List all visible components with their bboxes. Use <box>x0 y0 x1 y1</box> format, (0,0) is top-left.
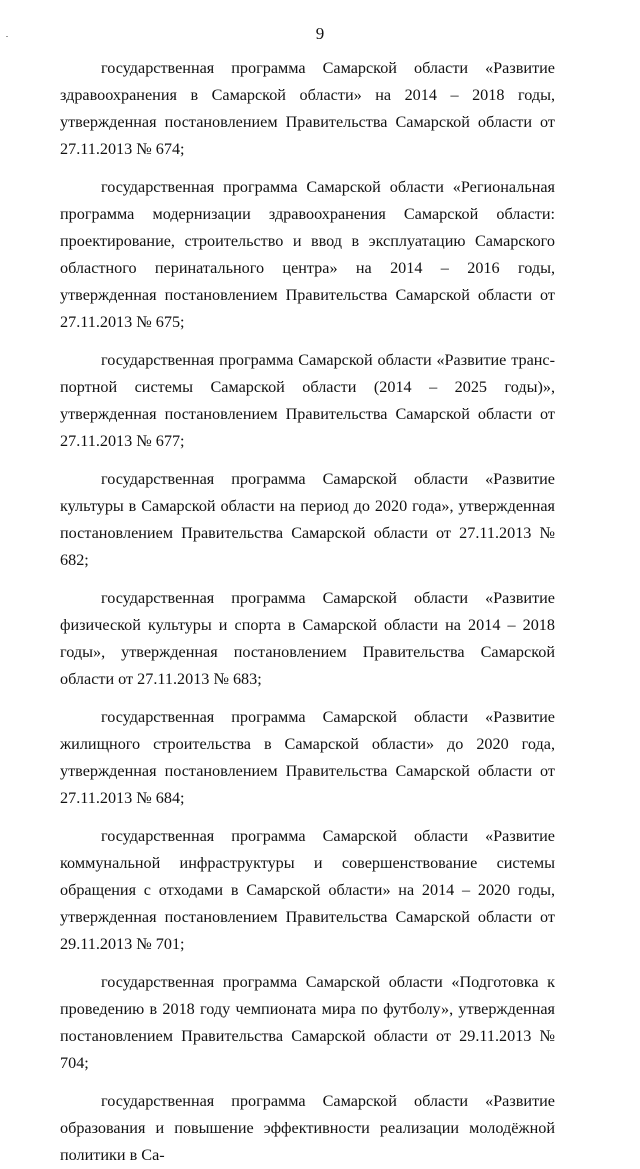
page-number: 9 <box>315 24 325 43</box>
paragraph-program-682: государственная программа Самарской области «Развитие культуры в Самарской области на период до 2020 года», утвержденная постановлением Правительства Самарской области от 27.11.2013 № 682; <box>60 470 555 569</box>
document-body <box>60 55 555 1169</box>
paragraph-program-704: государственная программа Самарской области «Подготовка к проведению в 2018 году чемпионата мира по футболу», утвержденная постановлением Правительства Самарской области от 29.11.2013 № 704; <box>60 973 555 1072</box>
paragraph-program-674: государственная программа Самарской области «Развитие здравоохранения в Самарской области» на 2014 – 2018 годы, утвержденная постановлением Правительства Самарской области от 27.11.2013 № 674; <box>60 59 555 158</box>
paragraph-program-684: государственная программа Самарской области «Развитие жилищного строительства в Самарской области» до 2020 года, утвержденная постановлением Правительства Самарской области от 27.11.2013 № 684; <box>60 708 555 807</box>
paragraph-program-education: государственная программа Самарской области «Развитие образования и повышение эффективности реализации молодёжной политики в Са- <box>60 1092 555 1164</box>
paragraph-program-701: государственная программа Самарской области «Развитие коммунальной инфраструктуры и совершенствование системы обращения с отходами в Самарской области» на 2014 – 2020 годы, утвержденная постановлением Правительства Самарской области от 29.11.2013 № 701; <box>60 827 555 953</box>
paragraph-program-677: государственная программа Самарской области «Развитие транспортной системы Самарской области (2014 – 2025 годы)», утвержденная постановлением Правительства Самарской области от 27.11.2013 № 677; <box>60 351 555 450</box>
paragraph-program-675: государственная программа Самарской области «Региональная программа модернизации здравоохранения Самарской области: проектирование, строительство и ввод в эксплуатацию Самарского областного перинатального центра» на 2014 – 2016 годы, утвержденная постановлением Правительства Самарской области от 27.11.2013 № 675; <box>60 178 555 331</box>
paragraph-program-683: государственная программа Самарской области «Развитие физической культуры и спорта в Самарской области на 2014 – 2018 годы», утвержденная постановлением Правительства Самарской области от 27.11.2013 № 683; <box>60 589 555 688</box>
